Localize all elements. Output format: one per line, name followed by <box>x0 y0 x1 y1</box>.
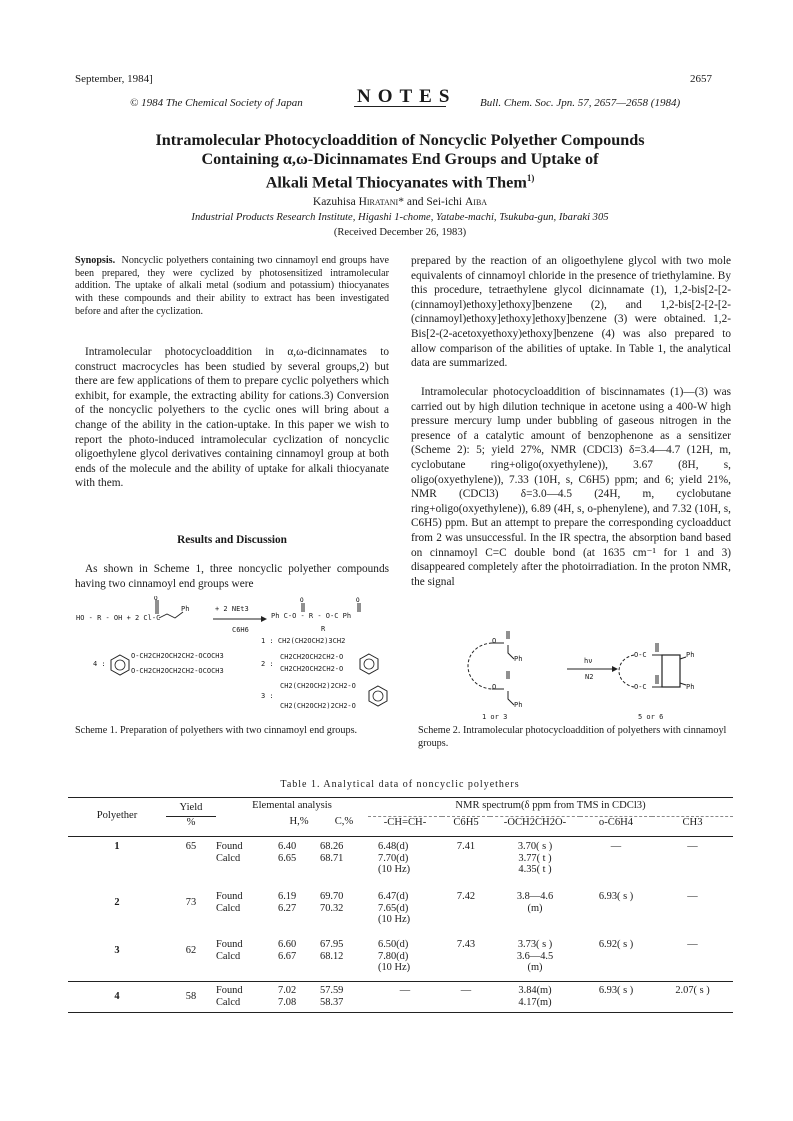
table-body-last <box>68 982 733 1012</box>
scheme2-n2: N2 <box>585 673 594 681</box>
scheme1-reactants: HO - R - OH + 2 Cl-C <box>76 614 161 622</box>
scheme1-r3a: CH2(CH2OCH2)2CH2-O <box>280 682 356 690</box>
table-row: 3 62 Found Calcd 6.60 6.67 67.95 68.12 6.50(d) 7.80(d) (10 Hz) 7.43 3.73( s ) 3.6—4.5 (m) 6.92( s ) — <box>114 939 698 973</box>
table-title: Table 1. Analytical data of noncyclic polyethers <box>280 779 520 790</box>
th-c: C,% <box>334 816 354 827</box>
th-ch3: CH3 <box>682 816 703 828</box>
table-body <box>68 837 733 981</box>
synopsis <box>75 255 389 319</box>
scheme-1-caption: Scheme 1. Preparation of polyethers with two cinnamoyl end groups. <box>75 725 358 736</box>
results-heading: Results and Discussion <box>177 534 287 546</box>
th-ch: -CH=CH- <box>383 816 427 828</box>
scheme2-oc-bottom: O-C <box>634 683 647 691</box>
scheme2-o-bottom: O <box>492 683 497 691</box>
benzene-ring-2 <box>357 652 381 676</box>
synopsis-label: Synopsis. <box>75 255 116 266</box>
th-polyether: Polyether <box>96 810 138 821</box>
right-paragraph-1: prepared by the reaction of an oligoethylene glycol with two mole equivalents of cinnamoyl chloride in the presence of triethylamine. By this procedure, tetraethylene glycol dicinnamate (1), 1,2-bis[2-[2-(cinnamoyl)ethoxy]ethoxy]benzene (2), and 1,2-bis[2-[2-[2-(cinnamoyl)ethoxy]ethoxy]ethoxy]benzene (3) were obtained. 1,2-Bis[2-(2-acetoxyethoxy)ethoxy]benzene (4) was also prepared to allow comparison of the abilities of uptake. In Table 1, the analytical data are summarized. <box>411 255 731 370</box>
scheme2-ph-right-bottom: Ph <box>686 683 695 691</box>
right-paragraph-2: Intramolecular photocycloaddition of biscinnamates (1)—(3) was carried out by high dilution technique in acetone using a 400-W high pressure mercury lump under bubbling of gaseous nitrogen in the presence of a catalytic amount of benzophenone as a sensitizer (Scheme 2): 5; yield 27%, NMR (CDCl3) δ=3.4—4.7 (12H, m, cyclobutane ring+oligo(oxyethylene)), 3.67 (8H, s, oligo(oxyethylene)), 7.33 (10H, s, C6H5) ppm; and 6; yield 21%, NMR (CDCl3) δ=3.0—4.5 (24H, m, cyclobutane ring+oligo(oxyethylene)), 6.89 (4H, s, o-phenylene), and 7.32 (10H, s, C6H5) ppm. But an attempt to prepare the corresponding cycloadduct from 2 was unsuccessful. In the IR spectra, the absorption band based on cinnamoyl C=C double bond (at 1635 cm⁻¹ for 1 and 3) disappeared completely after the photoirradiation. In the proton NMR, the signal <box>411 386 731 588</box>
table-row: 2 73 Found Calcd 6.19 6.27 69.70 70.32 6.47(d) 7.65(d) (10 Hz) 7.42 3.8—4.6 (m) 6.93( s ) — <box>114 891 698 925</box>
th-c6h5: C6H5 <box>453 816 479 828</box>
scheme1-reagent: + 2 NEt3 <box>215 605 249 613</box>
title-line-2: Containing α,ω-Dicinnamates End Groups and Uptake of <box>201 150 599 168</box>
product-carbonyls <box>293 596 383 614</box>
intro-paragraph: Intramolecular photocycloaddition in α,ω-dicinnamates to construct macrocycles has been studied by several groups,2) but there are few applications of them to prepare cyclic polyethers which exhibit, for example, the extracting ability for cations.3) Conversion of the noncyclic polyethers to the cyclic ones will bring about a change of the ability in the cation-uptake. In this paper we wish to report the photo-induced intramolecular cyclization of noncyclic oligoethylene glycol derivatives containing cinnamoyl group at both ends of the molecule and the ability of uptake for alkali thiocyanate with them. <box>75 346 389 490</box>
scheme2-left-label: 1 or 3 <box>482 713 508 721</box>
header-copyright: © 1984 The Chemical Society of Japan <box>130 97 303 109</box>
table-row: 1 65 Found Calcd 6.40 6.65 68.26 68.71 6.48(d) 7.70(d) (10 Hz) 7.41 3.70( s ) 3.77( t ) 4.35( t ) — — <box>114 841 698 875</box>
th-nmr: NMR spectrum(δ ppm from TMS in CDCl3) <box>368 798 733 816</box>
benzene-ring-4 <box>108 653 132 677</box>
authors: Kazuhisa Hiratani* and Sei-ichi Aiba <box>312 196 488 208</box>
th-elemental: Elemental analysis <box>252 800 332 811</box>
scheme1-n3: 3 : <box>261 692 274 700</box>
table-1 <box>68 797 733 1013</box>
title-line-1: Intramolecular Photocycloaddition of Noncyclic Polyether Compounds <box>155 131 645 149</box>
benzene-ring-3 <box>366 684 390 708</box>
svg-text:O: O <box>154 596 158 602</box>
scheme1-product: Ph C-O - R - O-C Ph <box>271 612 352 620</box>
scheme1-ph-reactant: Ph <box>181 605 190 613</box>
scheme1-solvent: C6H6 <box>232 626 249 634</box>
svg-text:O: O <box>300 597 304 604</box>
reaction-arrow <box>211 615 267 623</box>
scheme2-ph-top: Ph <box>514 655 523 663</box>
title-footnote-mark: 1) <box>526 173 535 183</box>
th-yield: Yield <box>166 798 216 816</box>
table-bottom-rule <box>68 1012 733 1013</box>
header-date: September, 1984] <box>75 73 153 85</box>
notes-rule <box>354 106 446 107</box>
results-paragraph: As shown in Scheme 1, three noncyclic polyether compounds having two cinnamoyl end groups were <box>75 563 389 590</box>
th-yield-unit: % <box>186 816 196 828</box>
scheme1-r2a: CH2CH2OCH2CH2-O <box>280 653 344 661</box>
scheme1-n2: 2 : <box>261 660 274 668</box>
scheme2-drawing <box>452 627 702 722</box>
title-line-3: Alkali Metal Thiocyanates with Them$^{1)}$ <box>265 173 535 192</box>
scheme-2 <box>452 627 702 722</box>
scheme-1 <box>75 596 395 716</box>
scheme2-o-top: O <box>492 637 497 645</box>
table-header <box>68 798 733 836</box>
th-och: -OCH2CH2O- <box>503 816 567 828</box>
scheme2-right-label: 5 or 6 <box>638 713 664 721</box>
scheme1-c4a: O-CH2CH2OCH2CH2-OCOCH3 <box>131 652 224 660</box>
affiliation: Industrial Products Research Institute, Higashi 1-chome, Yatabe-machi, Tsukuba-gun, Ibaraki 305 <box>191 212 609 223</box>
table-row: 4 58 Found Calcd 7.02 7.08 57.59 58.37 — — 3.84(m) 4.17(m) 6.93( s ) 2.07( s ) <box>114 985 710 1008</box>
scheme-2-caption: Scheme 2. Intramolecular photocycloaddition of polyethers with cinnamoyl groups. <box>418 725 727 749</box>
synopsis-text: Noncyclic polyethers containing two cinnamoyl end groups have been prepared, they were cyclized by photosensitized intramolecular addition. The uptake of alkali metal (sodium and potassium) thiocyanates with these compounds and their ability to extract has been investigated before and after the cyclization. <box>75 255 389 317</box>
scheme1-r1: 1 : CH2(CH2OCH2)3CH2 <box>261 637 346 645</box>
scheme2-ph-right-top: Ph <box>686 651 695 659</box>
th-h: H,% <box>289 816 309 827</box>
header-journal: Bull. Chem. Soc. Jpn. 57, 2657—2658 (1984) <box>480 97 681 109</box>
header-page-number: 2657 <box>690 73 712 85</box>
article-title <box>60 131 740 192</box>
th-oc6h4: o-C6H4 <box>598 816 634 828</box>
scheme1-r2b: CH2CH2OCH2CH2-O <box>280 665 344 673</box>
svg-text:O: O <box>356 597 360 604</box>
received-date: (Received December 26, 1983) <box>333 227 467 238</box>
scheme1-n4: 4 : <box>93 660 106 668</box>
scheme2-oc-top: O-C <box>634 651 647 659</box>
scheme2-hv: hν <box>584 657 593 665</box>
scheme1-r-label: R <box>321 625 326 633</box>
section-notes: NOTES <box>357 86 457 107</box>
scheme1-r3b: CH2(CH2OCH2)2CH2-O <box>280 702 356 710</box>
scheme2-ph-bottom: Ph <box>514 701 523 709</box>
scheme1-c4b: O-CH2CH2OCH2CH2-OCOCH3 <box>131 667 224 675</box>
